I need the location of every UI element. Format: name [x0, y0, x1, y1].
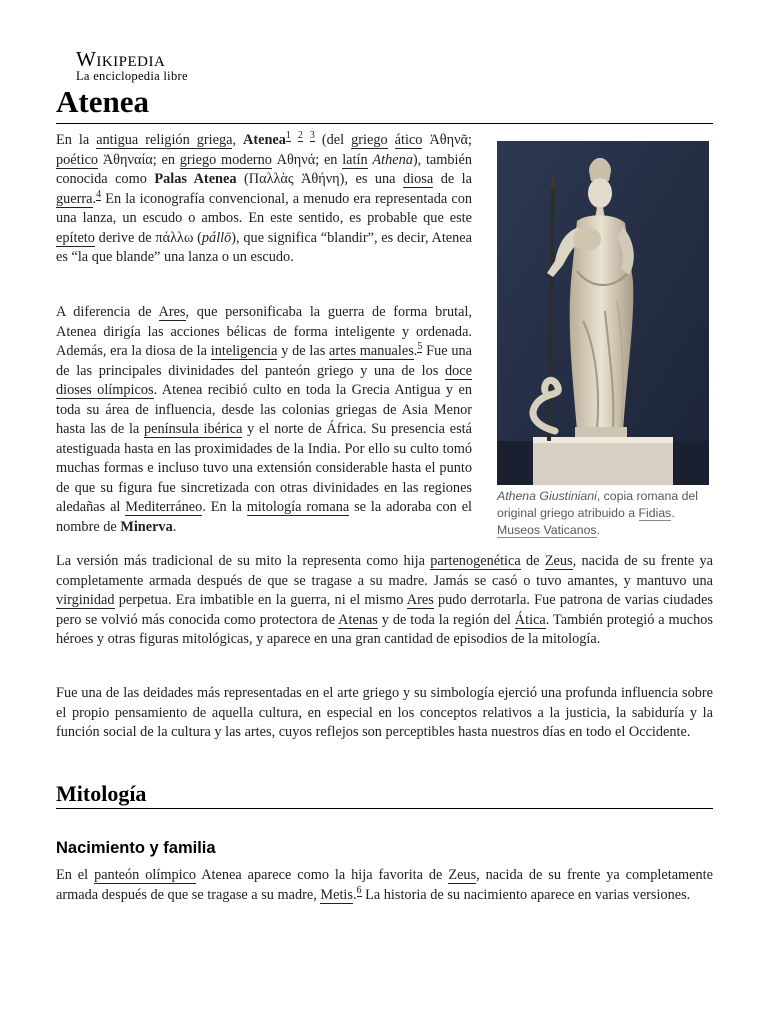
- link-atico[interactable]: ático: [394, 132, 423, 148]
- link-poetico[interactable]: poético: [56, 151, 99, 168]
- figure-caption: Athena Giustiniani, copia romana del original griego atribuido a Fidias. Museos Vaticanos.: [497, 489, 698, 537]
- link-mitologia-romana[interactable]: mitología romana: [246, 499, 350, 515]
- intro-paragraph-2: A diferencia de Ares, que personificaba la guerra de forma brutal, Atenea dirigía las acciones bélicas de forma inteligente y ordenada. Además, era la diosa de la inteligencia y de las artes manuales.$^5$ Fue una de las principales divinidades del panteón griego y una de los doce dioses olímpicos. Atenea recibió culto en toda la Grecia Antigua y en toda su área de influencia, desde las colonias griegas de Asia Menor hasta las de la península ibérica y el norte de África. Su presencia está atestiguada hasta en las proximidades de la India. Por ello su culto tomó muchas formas e incluso tuvo una extensión considerable hasta el punto de que su figura fue sincretizada con otras divinidades en las regiones aledañas al Mediterráneo. En la mitología romana se la adoraba con el nombre de Minerva.: [56, 304, 473, 535]
- ref-4[interactable]: 4: [96, 188, 102, 200]
- link-diosa[interactable]: diosa: [403, 171, 434, 187]
- intro-paragraph-3: La versión más tradicional de su mito la representa como hija partenogenética de Zeus, nacida de su frente ya completamente armada después de que se tragase a su madre. Jamás se casó o tuvo amantes, y mantuvo una virginidad perpetua. Era imbatible en la guerra, ni el mismo Ares pudo derrotarla. Fue patrona de varias ciudades pero se volvió más conocida como protectora de Atenas y de toda la región del Ática. También protegió a muchos héroes y otras figuras mitológicas, y aparece en una gran cantidad de episodios de la mitología.: [56, 553, 713, 647]
- link-peninsula-iberica[interactable]: península ibérica: [144, 421, 243, 437]
- link-antigua-religion-griega[interactable]: antigua religión griega: [96, 132, 233, 148]
- link-partenogenetica[interactable]: partenogenética: [430, 553, 521, 569]
- link-museos-vaticanos[interactable]: Museos Vaticanos: [497, 523, 597, 537]
- link-mediterraneo[interactable]: Mediterráneo: [125, 499, 203, 515]
- figure-athena-giustiniani: [497, 141, 709, 539]
- link-atica[interactable]: Ática: [514, 611, 546, 628]
- link-inteligencia[interactable]: inteligencia: [210, 343, 278, 359]
- link-virginidad[interactable]: virginidad: [56, 592, 115, 608]
- link-ares-2[interactable]: Ares: [406, 592, 434, 608]
- link-zeus-2[interactable]: Zeus: [448, 867, 477, 883]
- wikipedia-logo[interactable]: [76, 48, 206, 83]
- link-ares[interactable]: Ares: [158, 304, 186, 320]
- link-zeus[interactable]: Zeus: [544, 553, 573, 569]
- subsection-heading-nacimiento: Nacimiento y familia: [56, 839, 216, 857]
- link-doce-dioses-olimpicos[interactable]: doce dioses olímpicos: [56, 362, 472, 398]
- link-griego-moderno[interactable]: griego moderno: [179, 151, 272, 168]
- ref-5[interactable]: 5: [417, 341, 423, 353]
- logo-wordmark: Wikipedia: [76, 47, 166, 71]
- section-paragraph-1: En el panteón olímpico Atenea aparece como la hija favorita de Zeus, nacida de su frente ya completamente armada después de que se tragase a su madre, Metis.$^6$ La historia de su nacimiento aparece en varias versiones.: [56, 867, 713, 903]
- link-guerra[interactable]: guerra: [56, 190, 93, 207]
- link-artes-manuales[interactable]: artes manuales: [329, 343, 414, 359]
- section-divider: [56, 808, 713, 809]
- athena-statue-image[interactable]: [497, 141, 709, 485]
- link-fidias[interactable]: Fidias: [638, 506, 672, 520]
- link-griego[interactable]: griego: [351, 132, 388, 148]
- page-title: Atenea: [56, 84, 149, 119]
- link-metis[interactable]: Metis: [320, 886, 353, 903]
- link-epiteto[interactable]: epíteto: [56, 229, 95, 246]
- intro-paragraph-1: En la antigua religión griega, Atenea$^1$ $^2$ $^3$ (del griego ático Ἀθηνᾶ; poético Ἀθηναία; en griego moderno Αθηνά; en latín Athena), también conocida como Palas Atenea (Παλλὰς Ἀθήνη), es una diosa de la guerra.$^4$ En la iconografía convencional, a menudo era representada con una lanza, un escudo o ambos. En este sentido, es probable que este epíteto derive de πάλλω (pállō), que significa “blandir”, es decir, Atenea es “la que blande” una lanza o un escudo.: [56, 130, 473, 265]
- ref-2[interactable]: 2: [297, 130, 303, 142]
- link-panteon-olimpico[interactable]: panteón olímpico: [94, 867, 197, 883]
- term-atenea: Atenea: [243, 132, 286, 148]
- term-minerva: Minerva: [120, 518, 173, 535]
- title-divider: [56, 123, 713, 124]
- ref-1[interactable]: 1: [285, 130, 291, 142]
- logo-tagline: La enciclopedia libre: [76, 69, 188, 83]
- term-palas-atenea: Palas Atenea: [154, 171, 237, 187]
- ref-3[interactable]: 3: [309, 130, 315, 142]
- section-heading-mitologia: Mitología: [56, 781, 147, 806]
- link-latin[interactable]: latín: [342, 151, 368, 168]
- link-atenas[interactable]: Atenas: [338, 611, 378, 628]
- intro-paragraph-4: Fue una de las deidades más representadas en el arte griego y su simbología ejerció una profunda influencia sobre el propio pensamiento de aquella cultura, en especial en los conceptos relativos a la justicia, la sabiduría y la función social de la cultura y las artes, cuyos reflejos son perceptibles hasta nuestros días en todo el Occidente.: [56, 685, 713, 740]
- ref-6[interactable]: 6: [356, 884, 362, 896]
